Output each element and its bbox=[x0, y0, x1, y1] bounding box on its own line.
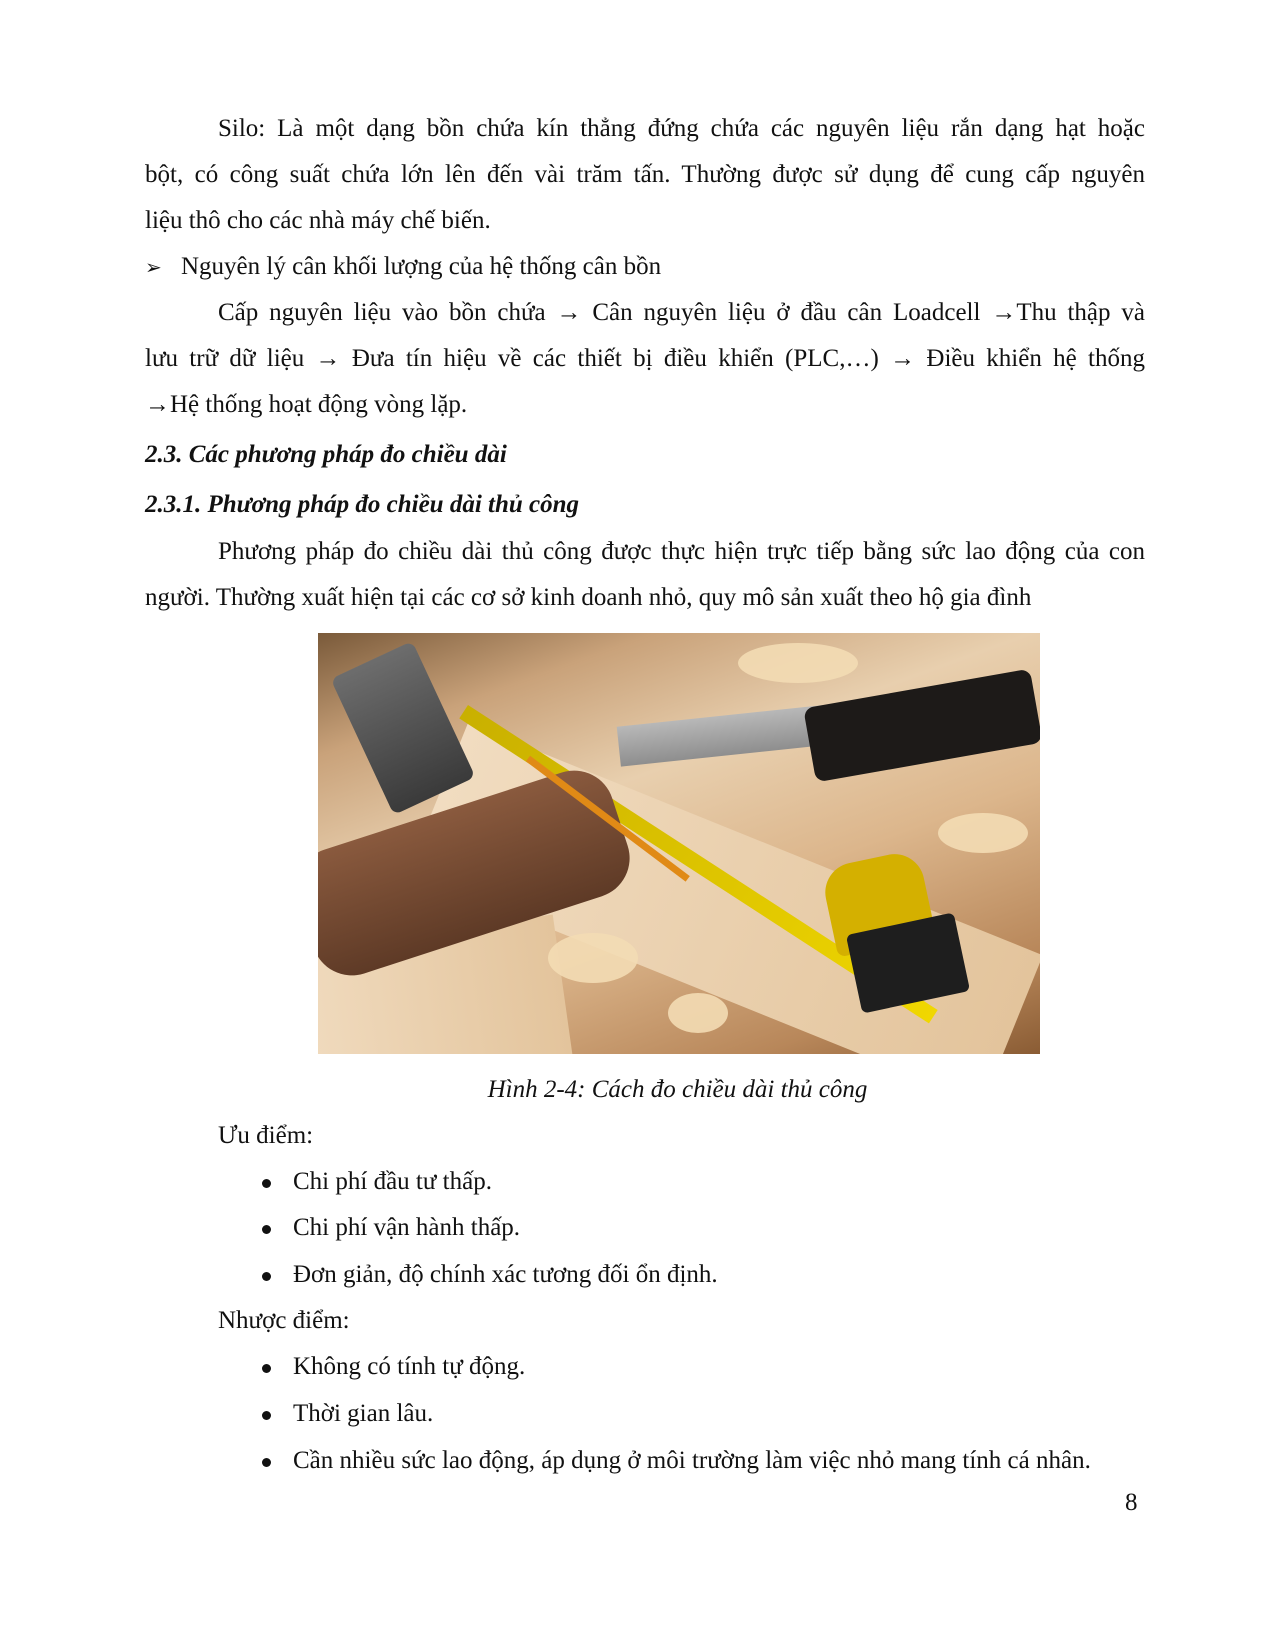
disadvantage-item: Thời gian lâu. bbox=[293, 1400, 434, 1427]
heading-section-2-3-1: 2.3.1. Phương pháp đo chiều dài thủ công bbox=[145, 491, 580, 518]
advantages-label: Ưu điểm: bbox=[218, 1122, 314, 1149]
bullet-dot-icon bbox=[262, 1411, 271, 1420]
arrowhead-bullet-icon: ➢ bbox=[145, 257, 162, 279]
advantage-item: Chi phí vận hành thấp. bbox=[293, 1214, 521, 1241]
bullet-dot-icon bbox=[262, 1364, 271, 1373]
heading-section-2-3: 2.3. Các phương pháp đo chiều dài bbox=[145, 441, 507, 468]
wood-shaving bbox=[668, 993, 728, 1033]
figure-caption: Hình 2-4: Cách đo chiều dài thủ công bbox=[487, 1076, 868, 1103]
figure-manual-measurement-photo bbox=[318, 633, 1040, 1054]
wood-shaving bbox=[738, 643, 858, 683]
wood-shaving bbox=[548, 933, 638, 983]
paragraph-silo-line-3: liệu thô cho các nhà máy chế biến. bbox=[145, 207, 491, 234]
disadvantages-label: Nhược điểm: bbox=[218, 1307, 350, 1334]
bullet-dot-icon bbox=[262, 1225, 271, 1234]
bullet-dot-icon bbox=[262, 1179, 271, 1188]
principle-bullet bbox=[145, 252, 661, 283]
paragraph-principle-line-1: Cấp nguyên liệu vào bồn chứa → Cân nguyên liệu ở đầu cân Loadcell →Thu thập và bbox=[218, 299, 1145, 326]
paragraph-principle-line-2: lưu trữ dữ liệu → Đưa tín hiệu về các thiết bị điều khiển (PLC,…) → Điều khiển hệ thống bbox=[145, 345, 1145, 372]
page-number: 8 bbox=[1125, 1489, 1138, 1516]
paragraph-silo-line-2: bột, có công suất chứa lớn lên đến vài trăm tấn. Thường được sử dụng để cung cấp nguyên bbox=[145, 161, 1145, 188]
paragraph-manual-line-1: Phương pháp đo chiều dài thủ công được thực hiện trực tiếp bằng sức lao động của con bbox=[218, 538, 1145, 565]
disadvantage-item: Không có tính tự động. bbox=[293, 1353, 526, 1380]
bullet-dot-icon bbox=[262, 1458, 271, 1467]
wood-shaving bbox=[938, 813, 1028, 853]
paragraph-principle-line-3: →Hệ thống hoạt động vòng lặp. bbox=[145, 391, 468, 418]
paragraph-manual-line-2: người. Thường xuất hiện tại các cơ sở kinh doanh nhỏ, quy mô sản xuất theo hộ gia đình bbox=[145, 584, 1032, 611]
paragraph-silo-line-1: Silo: Là một dạng bồn chứa kín thẳng đứng chứa các nguyên liệu rắn dạng hạt hoặc bbox=[218, 115, 1145, 142]
disadvantage-item: Cần nhiều sức lao động, áp dụng ở môi trường làm việc nhỏ mang tính cá nhân. bbox=[293, 1447, 1091, 1474]
advantage-item: Chi phí đầu tư thấp. bbox=[293, 1168, 492, 1195]
advantage-item: Đơn giản, độ chính xác tương đối ổn định. bbox=[293, 1261, 718, 1288]
saw-handle bbox=[803, 669, 1040, 783]
principle-bullet-text: Nguyên lý cân khối lượng của hệ thống cân bồn bbox=[181, 253, 662, 280]
bullet-dot-icon bbox=[262, 1272, 271, 1281]
